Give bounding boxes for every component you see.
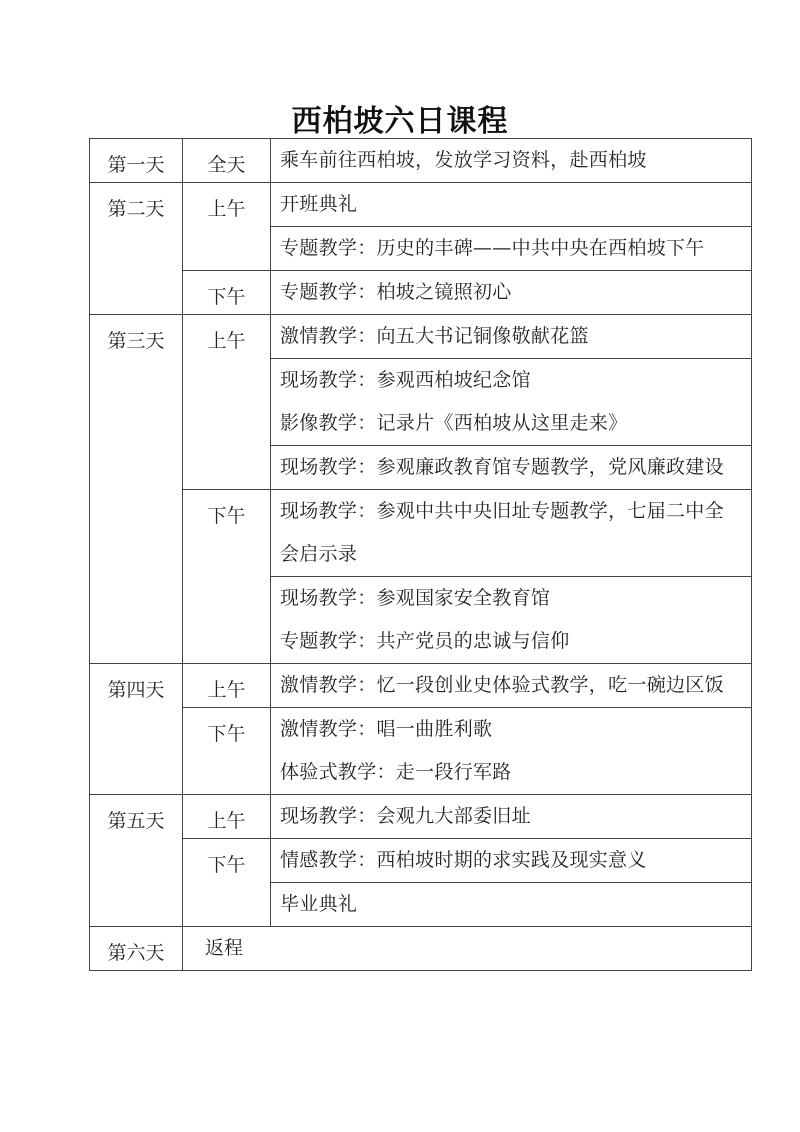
content-cell (271, 446, 752, 490)
schedule-row (90, 664, 752, 708)
period-cell: 上午 (183, 315, 271, 490)
schedule-row (90, 839, 752, 883)
content-line: 会启示录 (280, 543, 358, 565)
period-cell: 下午 (183, 271, 271, 315)
content-line: 情感教学：西柏坡时期的求实践及现实意义 (280, 849, 647, 871)
content-cell (271, 577, 752, 664)
return-trip-cell: 返程 (183, 927, 752, 971)
day-cell: 第一天 (90, 139, 183, 183)
schedule-row (90, 183, 752, 227)
period-cell: 上午 (183, 183, 271, 271)
day-cell: 第六天 (90, 927, 183, 971)
day-cell: 第四天 (90, 664, 183, 795)
content-cell (271, 139, 752, 183)
content-cell (271, 271, 752, 315)
schedule-table (89, 138, 752, 971)
content-line: 现场教学：参观中共中央旧址专题教学，七届二中全 (280, 500, 724, 522)
content-line: 激情教学：唱一曲胜利歌 (280, 718, 493, 740)
content-cell (271, 315, 752, 359)
content-cell (271, 183, 752, 227)
content-line: 激情教学：向五大书记铜像敬献花篮 (280, 325, 589, 347)
period-cell: 下午 (183, 839, 271, 927)
schedule-row (90, 795, 752, 839)
schedule-row (90, 271, 752, 315)
content-line: 毕业典礼 (280, 893, 358, 915)
content-line: 影像教学：记录片《西柏坡从这里走来》 (280, 412, 628, 434)
schedule-row (90, 139, 752, 183)
schedule-body (90, 139, 752, 971)
content-line: 现场教学：会观九大部委旧址 (280, 805, 531, 827)
period-cell: 全天 (183, 139, 271, 183)
content-line: 开班典礼 (280, 193, 358, 215)
day-cell: 第三天 (90, 315, 183, 664)
period-cell: 下午 (183, 490, 271, 664)
content-line: 激情教学：忆一段创业史体验式教学，吃一碗边区饭 (280, 674, 724, 696)
content-cell (271, 227, 752, 271)
content-line: 乘车前往西柏坡，发放学习资料，赴西柏坡 (280, 149, 647, 171)
schedule-row (90, 315, 752, 359)
content-cell (271, 883, 752, 927)
content-line: 现场教学：参观廉政教育馆专题教学，党风廉政建设 (280, 456, 724, 478)
schedule-row (90, 708, 752, 795)
content-line: 现场教学：参观西柏坡纪念馆 (280, 369, 531, 391)
content-line: 专题教学：共产党员的忠诚与信仰 (280, 630, 570, 652)
period-cell: 上午 (183, 664, 271, 708)
content-cell (271, 490, 752, 577)
content-line: 现场教学：参观国家安全教育馆 (280, 587, 551, 609)
content-cell (271, 795, 752, 839)
content-cell (271, 708, 752, 795)
day-cell: 第二天 (90, 183, 183, 315)
period-cell: 下午 (183, 708, 271, 795)
content-line: 体验式教学：走一段行军路 (280, 761, 512, 783)
day-cell: 第五天 (90, 795, 183, 927)
content-cell (271, 359, 752, 446)
content-line: 专题教学：柏坡之镜照初心 (280, 281, 512, 303)
content-cell (271, 839, 752, 883)
page-title: 西柏坡六日课程 (291, 104, 509, 139)
period-cell: 上午 (183, 795, 271, 839)
content-cell (271, 664, 752, 708)
schedule-row (90, 490, 752, 577)
schedule-row (90, 927, 752, 971)
content-line: 专题教学：历史的丰碑——中共中央在西柏坡下午 (280, 237, 705, 259)
